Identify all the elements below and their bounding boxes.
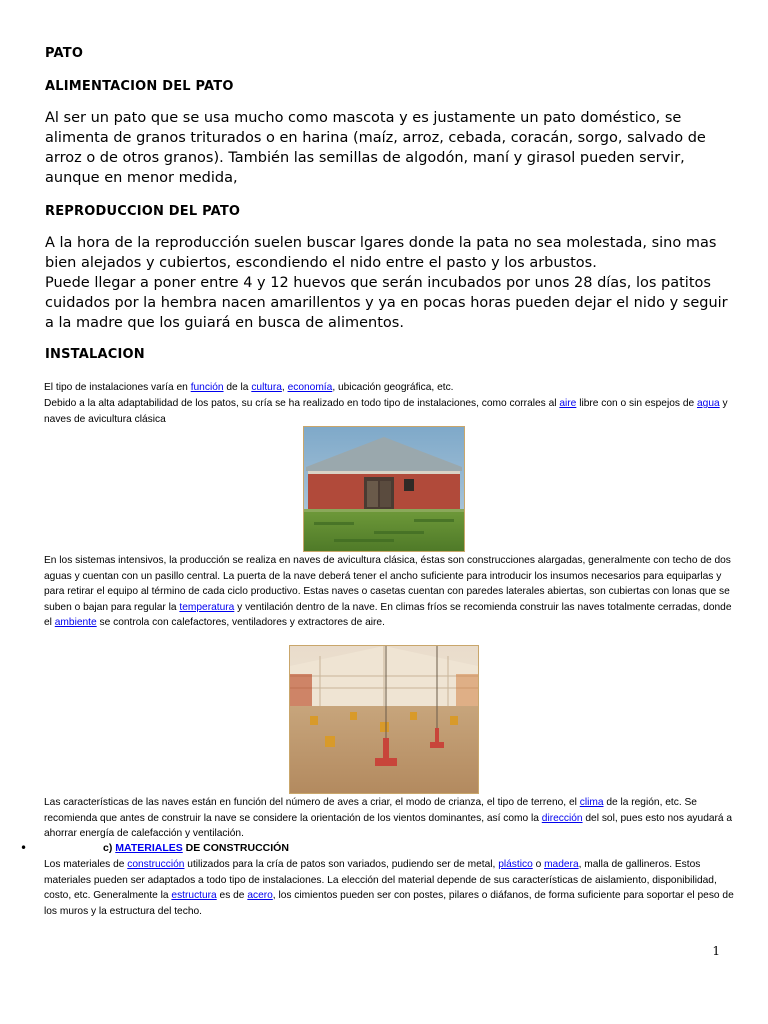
text-run: se controla con calefactores, ventiladores y extractores de aire. <box>96 617 385 628</box>
paragraph-instalacion-1 <box>44 380 734 396</box>
link-estructura[interactable]: estructura <box>171 890 217 901</box>
barn-interior-illustration <box>290 646 478 793</box>
link-direccion[interactable]: dirección <box>541 812 583 824</box>
paragraph-reproduccion-1: A la hora de la reproducción suelen buscar lgares donde la pata no sea molestada, sino mas bien alejados y cubiertos, escondiendo el nido entre el pasto y los arbustos. <box>45 235 717 271</box>
paragraph-materiales <box>44 857 734 919</box>
text-run: Debido a la alta adaptabilidad de los patos, su cría se ha realizado en todo tipo de instalaciones, como corrales al <box>44 398 560 409</box>
link-plastico[interactable]: plástico <box>498 859 533 870</box>
heading-instalacion: INSTALACION <box>45 347 145 362</box>
text-run: Los materiales de <box>44 859 128 870</box>
text-run: libre con o sin espejos de <box>576 398 697 409</box>
text-run: y naves de avicultura clásica <box>44 398 728 425</box>
text-run: de la <box>223 382 252 393</box>
link-aire[interactable]: aire <box>559 398 577 409</box>
link-economia[interactable]: economía <box>287 382 333 393</box>
page-number: 1 <box>712 944 720 958</box>
link-madera[interactable]: madera <box>544 859 579 870</box>
photo-duck-house-exterior <box>303 426 465 552</box>
text-run: El tipo de instalaciones varía en <box>44 382 191 393</box>
text-run: , malla de gallineros. Estos materiales pueden ser adaptados a todo tipo de instalaciones. La elección del material depende de sus características de aislamiento, disponibilidad, costo, etc. Generalmente la <box>44 859 717 901</box>
document-title: PATO <box>45 46 84 61</box>
barn-illustration <box>304 427 464 551</box>
text-run: del sol, pues esto nos ayudará a ahorrar energía de calefacción y ventilación. <box>44 812 733 839</box>
link-agua[interactable]: agua <box>696 398 720 409</box>
text-run: o <box>532 859 545 870</box>
bullet-point: • <box>20 841 28 855</box>
link-ambiente[interactable]: ambiente <box>54 617 97 628</box>
text-run: c) <box>103 842 116 854</box>
text-run: , <box>281 382 288 393</box>
text-run: y ventilación dentro de la nave. En climas fríos se recomienda construir las naves totalmente cerradas, donde el <box>44 601 732 628</box>
link-temperatura[interactable]: temperatura <box>179 601 235 613</box>
link-construccion[interactable]: construcción <box>127 859 185 870</box>
photo-duck-house-interior <box>289 645 479 794</box>
paragraph-reproduccion-2: Puede llegar a poner entre 4 y 12 huevos que serán incubados por unos 28 días, los patitos cuidados por la hembra nacen amarillentos y ya en pocas horas pueden dejar el nido y seguir a la madre que los guiará en busca de alimentos. <box>45 275 728 331</box>
text-run: , ubicación geográfica, etc. <box>332 382 454 393</box>
link-materiales[interactable]: MATERIALES <box>115 842 183 854</box>
text-run: es de <box>216 890 248 901</box>
paragraph-alimentacion: Al ser un pato que se usa mucho como mascota y es justamente un pato doméstico, se alimenta de granos triturados o en harina (maíz, arroz, cebada, coracán, sorgo, salvado de arroz o de otros granos). También las semillas de algodón, maní y girasol pueden servir, aunque en menor medida, <box>45 110 706 186</box>
paragraph-instalacion-4 <box>44 795 734 842</box>
paragraph-reproduccion <box>45 233 735 333</box>
text-run: , los cimientos pueden ser con postes, pilares o diáfanos, de forma suficiente para soportar el peso de los muros y la estructura del techo. <box>44 890 734 917</box>
text-run: utilizados para la cría de patos son variados, pudiendo ser de metal, <box>184 859 499 870</box>
link-acero[interactable]: acero <box>247 890 273 901</box>
link-clima[interactable]: clima <box>579 797 604 808</box>
heading-materiales <box>103 842 289 854</box>
link-funcion[interactable]: función <box>190 382 224 393</box>
paragraph-instalacion-3 <box>44 553 734 631</box>
text-run: Las características de las naves están en función del número de aves a criar, el modo de crianza, el tipo de terreno, el <box>44 797 580 808</box>
text-run: DE CONSTRUCCIÓN <box>182 842 289 854</box>
heading-alimentacion: ALIMENTACION DEL PATO <box>45 79 234 94</box>
heading-reproduccion: REPRODUCCION DEL PATO <box>45 204 241 219</box>
paragraph-instalacion-2 <box>44 396 734 427</box>
link-cultura[interactable]: cultura <box>251 382 282 393</box>
text-run: de la región, etc. Se recomienda que antes de construir la nave se considere la orientación de los vientos dominantes, así como la <box>44 797 697 824</box>
text-run: En los sistemas intensivos, la producción se realiza en naves de avicultura clásica, éstas son construcciones alargadas, generalmente con techo de dos aguas y cuentan con un pasillo central. La puerta de la nave deberá tener el ancho suficiente para introducir los insumos necesarios para equiparlas y para retirar el equipo al término de cada ciclo productivo. Estas naves o casetas cuentan con paredes laterales abiertas, son cubiertas con lonas que se suben o bajan para regular la <box>44 555 731 613</box>
